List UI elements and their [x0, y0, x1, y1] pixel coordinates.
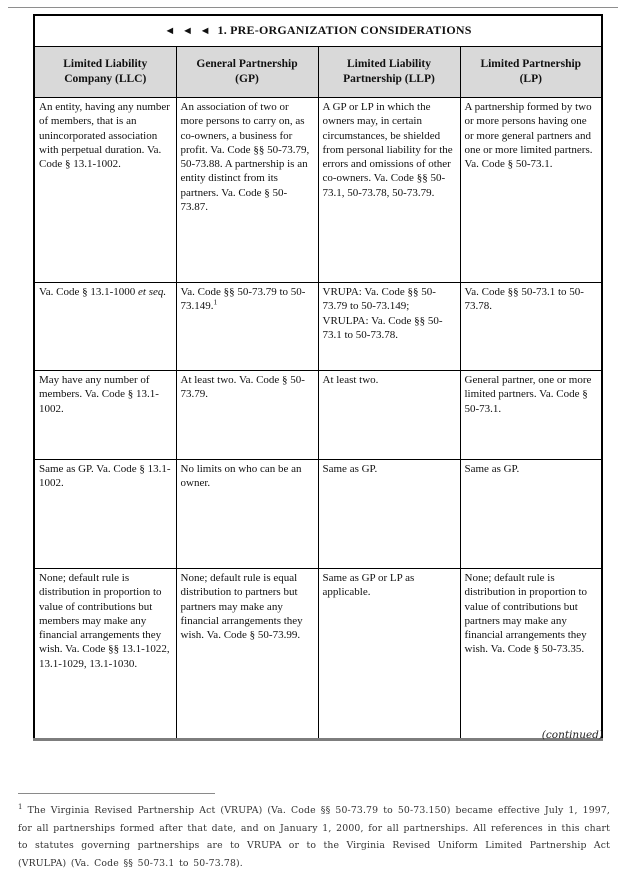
column-header-llp — [318, 47, 460, 98]
section-title — [34, 15, 602, 47]
footnote-text — [18, 802, 610, 872]
header-line: Limited Partnership — [480, 57, 582, 70]
section-title-text: 1. PRE-ORGANIZATION CONSIDERATIONS — [217, 22, 472, 37]
table-cell — [460, 460, 602, 569]
table-cell — [34, 283, 176, 371]
table-row — [34, 371, 602, 460]
cell-text: No limits on who can be an owner. — [180, 463, 302, 490]
footnote — [18, 793, 610, 872]
table-cell — [460, 371, 602, 460]
table-cell — [34, 98, 176, 283]
entity-comparison-table — [33, 14, 603, 741]
table-cell — [176, 460, 318, 569]
cell-text: Va. Code §§ 50-73.1 to 50-73.78. — [464, 286, 584, 313]
table-cell — [318, 283, 460, 371]
cell-text: Same as GP or LP as applicable. — [322, 572, 415, 599]
table-cell — [318, 460, 460, 569]
header-line: Limited Liability — [63, 57, 148, 70]
header-line: (LP) — [519, 73, 542, 85]
table-cell — [318, 569, 460, 740]
section-title-row — [34, 15, 602, 47]
header-line: Limited Liability — [346, 57, 432, 70]
footnote-marker: 1 — [213, 297, 218, 307]
table-cell — [176, 283, 318, 371]
table-row — [34, 569, 602, 740]
column-header-llc — [34, 47, 176, 98]
cell-text: An entity, having any number of members, that is an unincorporated association with perpetual duration. Va. Code § 13.1-1002. — [39, 101, 170, 171]
table-cell — [460, 283, 602, 371]
header-line: Company (LLC) — [64, 73, 147, 85]
footnote-separator-rule — [18, 793, 215, 794]
cell-text: Same as GP. Va. Code § 13.1-1002. — [39, 463, 171, 490]
table-cell — [460, 98, 602, 283]
cell-text: A partnership formed by two or more persons having one or more general partners and one or more limited partners. Va. Code § 50-73.1. — [464, 101, 593, 171]
cell-text: General partner, one or more limited partners. Va. Code § 50-73.1. — [464, 374, 592, 415]
cell-text: A GP or LP in which the owners may, in certain circumstances, be shielded from personal liability for the errors and omissions of other co-owners. Va. Code §§ 50-73.1, 50-73.78, 50-73.79. — [322, 101, 453, 199]
cell-text-italic: et seq. — [138, 286, 167, 298]
cell-text: An association of two or more persons to carry on, as co-owners, a business for profit. Va. Code §§ 50-73.79, 50-73.88. A partnership is an entity distinct from its partners. Va. Code § 50-73.87. — [180, 101, 310, 214]
comparison-table-container — [33, 14, 603, 741]
cell-text: VRUPA: Va. Code §§ 50-73.79 to 50-73.149; VRULPA: Va. Code §§ 50-73.1 to 50-73.78. — [322, 286, 443, 341]
table-cell — [34, 460, 176, 569]
table-row — [34, 283, 602, 371]
cell-text: At least two. Va. Code § 50-73.79. — [180, 374, 305, 401]
table-cell — [176, 98, 318, 283]
cell-text: None; default rule is distribution in proportion to value of contributions but partners may make any financial arrangements they wish. Va. Code § 50-73.35. — [464, 572, 588, 656]
cell-text: At least two. — [322, 374, 379, 386]
cell-text: May have any number of members. Va. Code § 13.1-1002. — [39, 374, 159, 415]
cell-text: None; default rule is equal distribution to partners but partners may make any financial arrangements they wish. Va. Code § 50-73.99. — [180, 572, 303, 642]
cell-text: Va. Code §§ 50-73.79 to 50-73.149. — [180, 286, 306, 313]
table-cell — [318, 98, 460, 283]
column-header-lp — [460, 47, 602, 98]
cell-text: Same as GP. — [322, 463, 378, 475]
header-line: Partnership (LLP) — [343, 73, 435, 85]
table-cell — [34, 569, 176, 740]
cell-text: Same as GP. — [464, 463, 520, 475]
header-row — [34, 47, 602, 98]
table-cell — [460, 569, 602, 740]
footnote-marker: 1 — [18, 802, 23, 811]
cell-text: None; default rule is distribution in proportion to value of contributions but members may make any financial arrangements they wish. Va. Code §§ 13.1-1022, 13.1-1029, 13.1-1030. — [39, 572, 170, 670]
table-row — [34, 460, 602, 569]
continued-label: (continued) — [541, 729, 603, 741]
footnote-body: The Virginia Revised Partnership Act (VRUPA) (Va. Code §§ 50-73.79 to 50-73.150) became effective July 1, 1997, for all partnerships formed after that date, and on January 1, 2000, for all partnerships. All references in this chart to statutes governing partnerships are to VRUPA or to the Virginia Revised Uniform Limited Partnership Act (VRULPA) (Va. Code §§ 50-73.1 to 50-73.78). — [18, 805, 610, 869]
column-header-gp — [176, 47, 318, 98]
table-cell — [318, 371, 460, 460]
header-line: General Partnership — [196, 57, 298, 70]
cell-text: Va. Code § 13.1-1000 — [39, 286, 138, 298]
table-row — [34, 98, 602, 283]
page-top-rule — [8, 7, 618, 8]
header-line: (GP) — [235, 73, 259, 85]
table-cell — [176, 569, 318, 740]
table-cell — [34, 371, 176, 460]
table-cell — [176, 371, 318, 460]
back-arrows-icon: ◄ ◄ ◄ — [164, 24, 213, 37]
